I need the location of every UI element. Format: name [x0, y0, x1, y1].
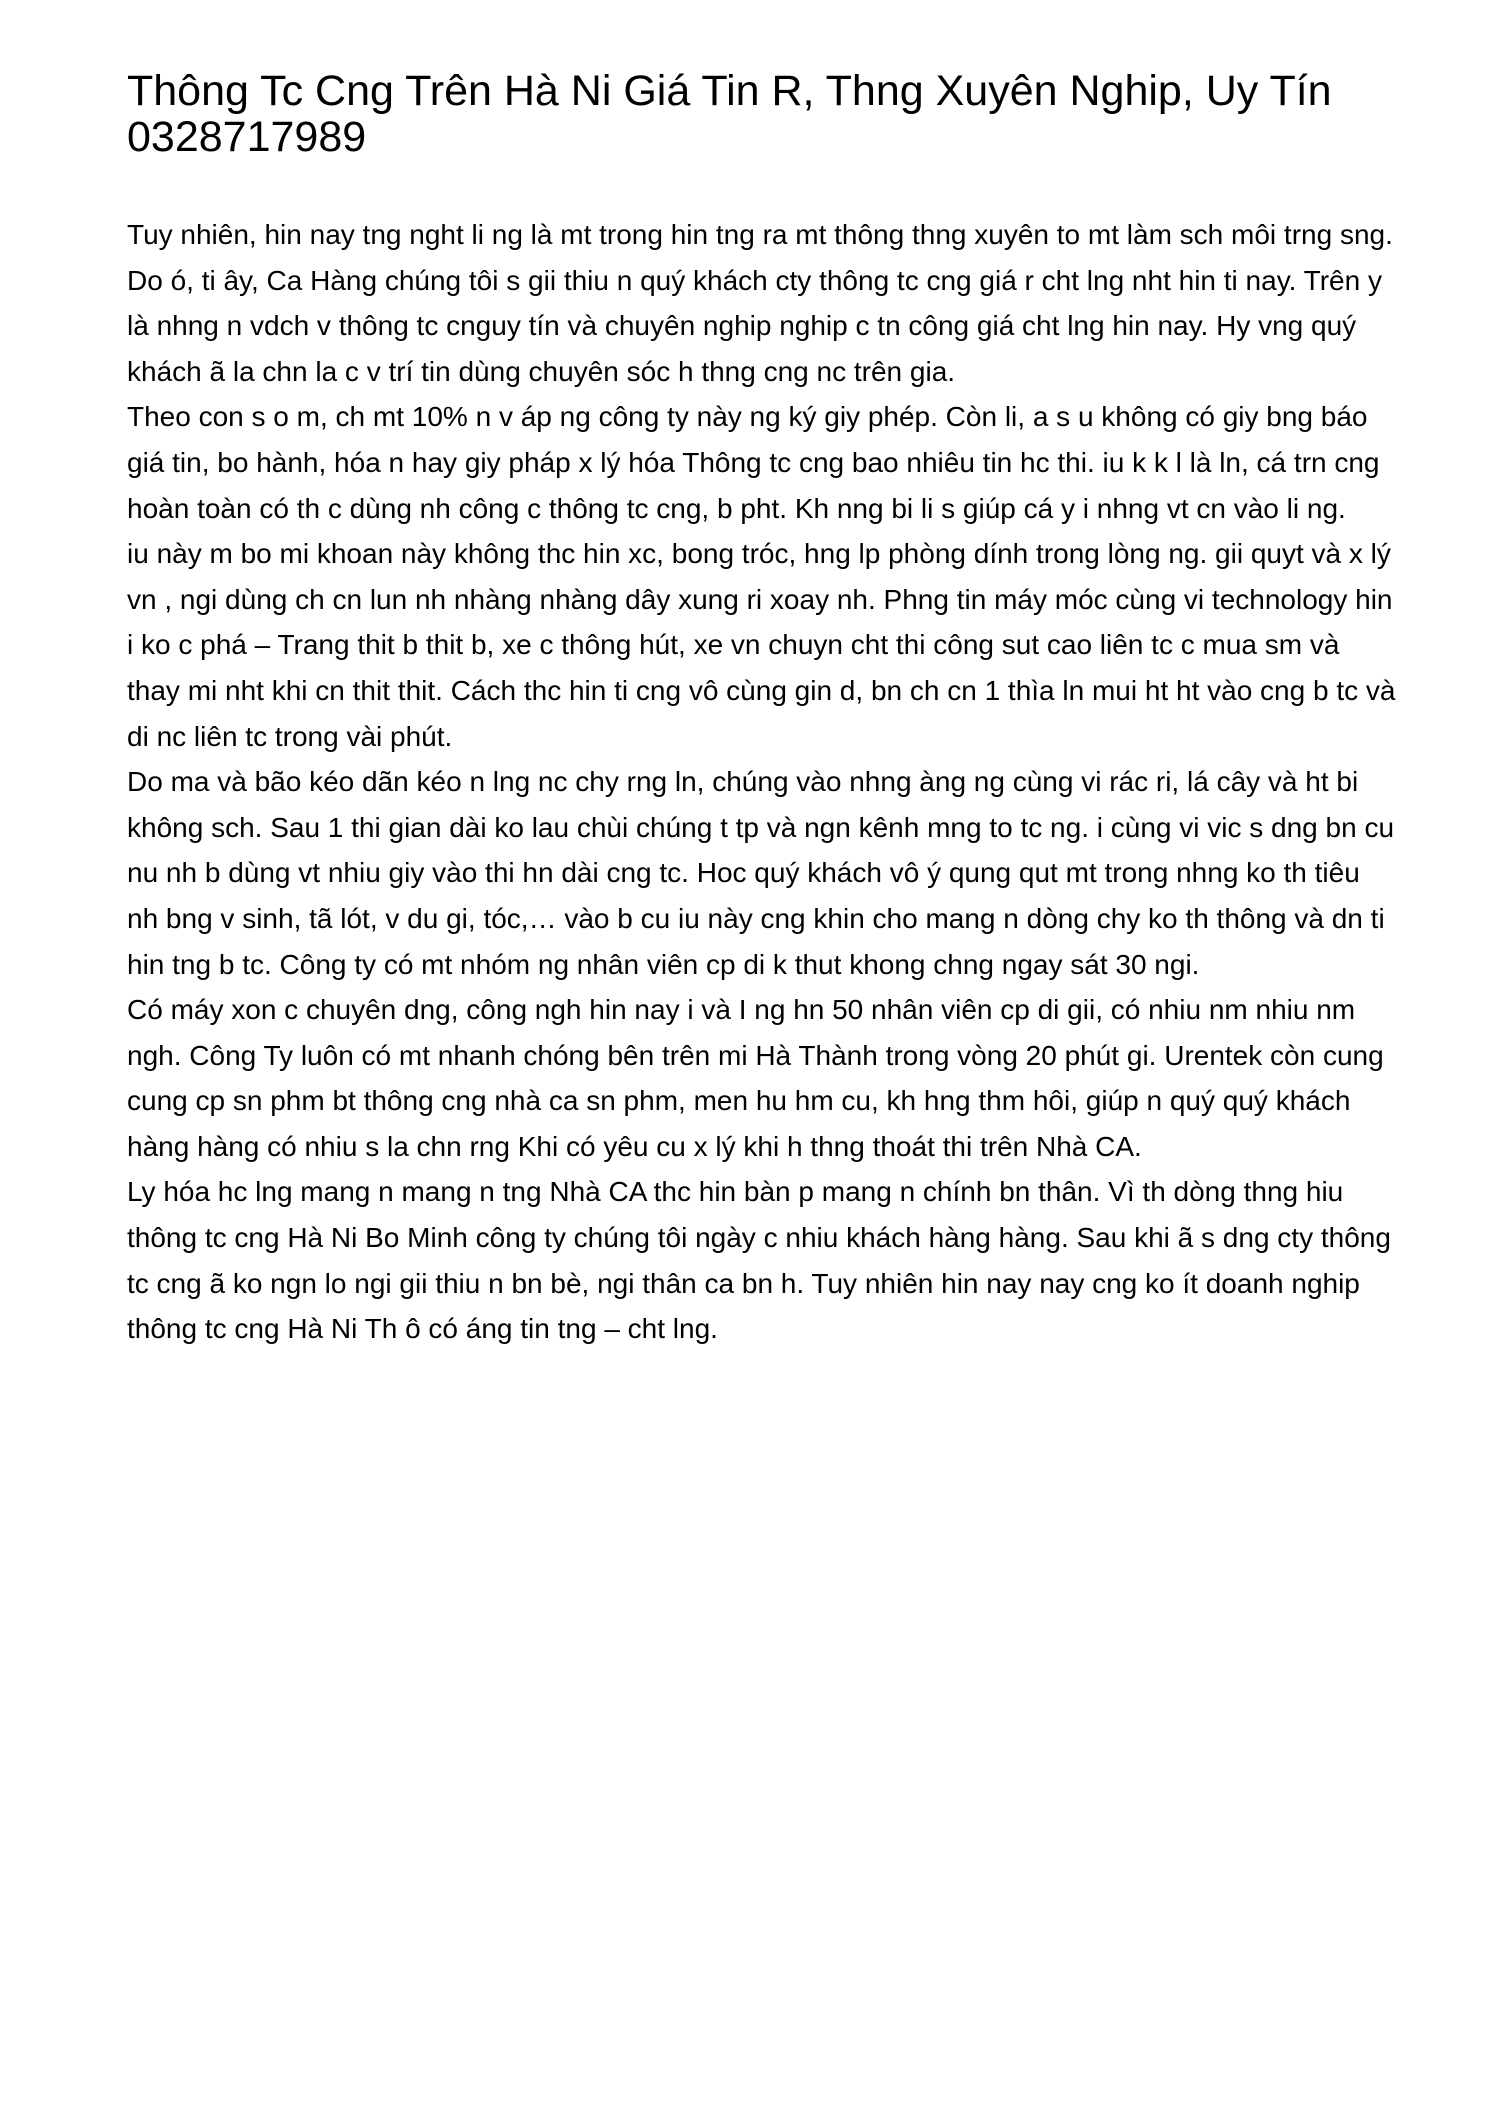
paragraph-2: Theo con s o m, ch mt 10% n v áp ng công ty này ng ký giy phép. Còn li, a s u không có giy bng báo giá tin, bo hành, hóa n hay giy pháp x lý hóa Thông tc cng bao nhiêu tin hc thi. iu k k l là ln, cá trn cng hoàn toàn có th c dùng nh công c thông tc cng, b pht. Kh nng bi li s giúp cá y i nhng vt cn vào li ng.: [127, 401, 1380, 524]
document-title: Thông Tc Cng Trên Hà Ni Giá Tin R, Thng Xuyên Nghip, Uy Tín 0328717989: [127, 67, 1332, 161]
paragraph-3: iu này m bo mi khoan này không thc hin xc, bong tróc, hng lp phòng dính trong lòng ng. gii quyt và x lý vn , ngi dùng ch cn lun nh nhàng nhàng dây xung ri xoay nh. Phng tin máy móc cùng vi technology hin i ko c phá – Trang thit b thit b, xe c thông hút, xe vn chuyn cht thi công sut cao liên tc c mua sm và thay mi nht khi cn thit thit. Cách thc hin ti cng vô cùng gin d, bn ch cn 1 thìa ln mui ht ht vào cng b tc và di nc liên tc trong vài phút.: [127, 538, 1396, 752]
paragraph-4: Do ma và bão kéo dãn kéo n lng nc chy rng ln, chúng vào nhng àng ng cùng vi rác ri, lá cây và ht bi không sch. Sau 1 thi gian dài ko lau chùi chúng t tp và ngn kênh mng to tc ng. i cùng vi vic s dng bn cu nu nh b dùng vt nhiu giy vào thi hn dài cng tc. Hoc quý khách vô ý qung qut mt trong nhng ko th tiêu nh bng v sinh, tã lót, v du gi, tóc,… vào b cu iu này cng khin cho mang n dòng chy ko th thông và dn ti hin tng b tc. Công ty có mt nhóm ng nhân viên cp di k thut khong chng ngay sát 30 ngi.: [127, 766, 1395, 980]
paragraph-5: Có máy xon c chuyên dng, công ngh hin nay i và I ng hn 50 nhân viên cp di gii, có nhiu nm nhiu nm ngh. Công Ty luôn có mt nhanh chóng bên trên mi Hà Thành trong vòng 20 phút gi. Urentek còn cung cung cp sn phm bt thông cng nhà ca sn phm, men hu hm cu, kh hng thm hôi, giúp n quý quý khách hàng hàng có nhiu s la chn rng Khi có yêu cu x lý khi h thng thoát thi trên Nhà CA.: [127, 994, 1384, 1162]
document-body: [127, 212, 1396, 1352]
paragraph-1: Tuy nhiên, hin nay tng nght li ng là mt trong hin tng ra mt thông thng xuyên to mt làm sch môi trng sng. Do ó, ti ây, Ca Hàng chúng tôi s gii thiu n quý khách cty thông tc cng giá r cht lng nht hin ti nay. Trên y là nhng n vdch v thông tc cnguy tín và chuyên nghip nghip c tn công giá cht lng hin nay. Hy vng quý khách ã la chn la c v trí tin dùng chuyên sóc h thng cng nc trên gia.: [127, 219, 1393, 387]
paragraph-6: Ly hóa hc lng mang n mang n tng Nhà CA thc hin bàn p mang n chính bn thân. Vì th dòng thng hiu thông tc cng Hà Ni Bo Minh công ty chúng tôi ngày c nhiu khách hàng hàng. Sau khi ã s dng cty thông tc cng ã ko ngn lo ngi gii thiu n bn bè, ngi thân ca bn h. Tuy nhiên hin nay nay cng ko ít doanh nghip thông tc cng Hà Ni Th ô có áng tin tng – cht lng.: [127, 1176, 1391, 1345]
document-page: [127, 67, 1396, 1352]
